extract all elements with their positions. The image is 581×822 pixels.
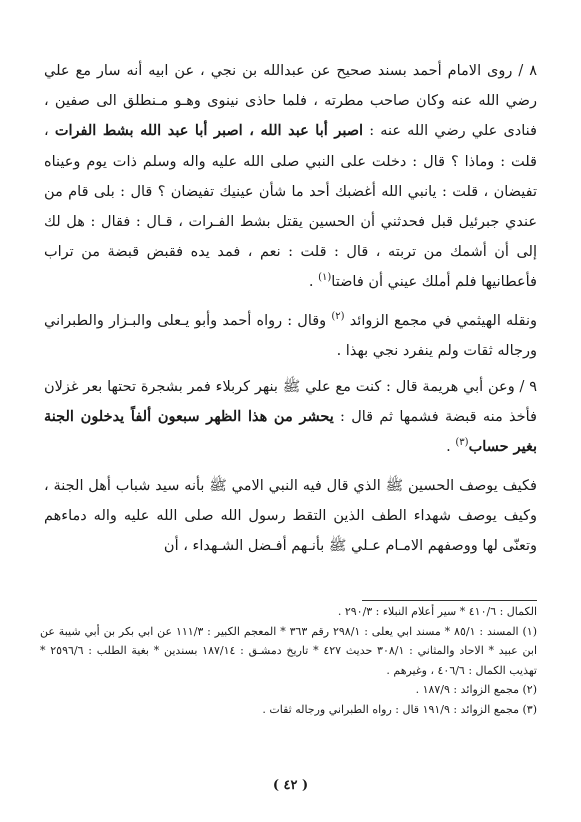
paragraph-text: ٨ / روى الامام أحمد بسند صحيح عن عبدالله بن نجي ، عن ابيه أنه سار مع علي رضي الله عنه وكان صاحب مطرته ، فلما حاذى نينوى وهـو مـنطلق الى صفين ، فنادى علي رضي الله عنه : [44,63,537,140]
footnote-ref: (٢) [331,310,345,322]
footnote-ref: (٣) [455,437,469,449]
paragraph-text: فكيف يوصف الحسين ﷺ الذي قال فيه النبي الامي ﷺ بأنه سيد شباب أهل الجنة ، وكيف يوصف شهداء الطف الذين التقط رسول الله صلى الله عليه واله دماءهم وتعنّى لها ووصفهم الامـام عـلي ﷺ بأنـهم أفـضل الشـهداء ، أن [44,477,537,555]
footnote: (٢) مجمع الزوائد : ١٨٧/٩ . [415,683,537,697]
paragraph [44,471,537,562]
footnotes [40,602,537,720]
paragraph-text: ، قلت : وماذا ؟ قال : دخلت على النبي صلى الله عليه واله وسلم ذات يوم وعيناه تفيضان ، قلت : يانبي الله أغضبك أحد ما شأن عينيك تفيضان ؟ قال : بلى قام من عندي جبرئيل قبل فحدثني أن الحسين يقتل بشط الفـرات ، قـال : فقال : هل لك إلى أن أشمك من تربته ، قال : قلت : نعم ، فمد يده فقبض قبضة من تراب فأعطانيها فلم أملك عيني أن فاضتا [44,123,537,291]
page-number: ( ٤٢ ) [272,778,309,793]
paragraph [44,372,537,463]
paragraph-text: وقال : رواه أحمد وأبو يـعلى والبـزار والطبراني ورجاله ثقات ولم ينفرد نجي بهذا . [44,312,537,359]
footnote: الكمال : ٤١٠/٦ * سير أعلام النبلاء : ٢٩٠/٣ . [337,605,537,618]
paragraph [44,306,537,366]
footnote: (١) المسند : ٨٥/١ * مسند ابي يعلى : ٢٩٨/١ رقم ٣٦٣ * المعجم الكبير : ١١١/٣ عن ابي بكر بن أبي شيبة عن ابن عبيد * الاحاد والمثاني : ٣٠٨/١ حديث ٤٢٧ * تاريخ دمشـق : ١٨٧/١٤ بسندين * بغية الطلب : ٢٥٩٦/٦ * تهذيب الكمال : ٤٠٦/٦ ، وغيرهم . [40,624,538,677]
footnote-divider [362,600,537,601]
body-text [44,56,537,561]
footnote: (٣) مجمع الزوائد : ١٩١/٩ قال : رواه الطبراني ورجاله ثقات . [262,702,537,716]
emphasized-text: اصبر أبا عبد الله ، اصبر أبا عبد الله بشط الفرات [54,122,364,140]
emphasized-text: يحشر من هذا الظهر سبعون ألفاً يدخلون الجنة بغير حساب [44,408,537,456]
paragraph-text: ٩ / وعن أبي هريمة قال : كنت مع علي ﷺ بنهر كربلاء فمر بشجرة تحتها بعر غزلان فأخذ منه قبضة فشمها ثم قال : [44,379,537,426]
paragraph [44,56,537,298]
footnote-ref: (١) [318,272,332,284]
paragraph-text: ونقله الهيثمي في مجمع الزوائد [344,312,537,329]
paragraph-text: . [446,439,456,456]
paragraph-text: . [308,274,319,291]
